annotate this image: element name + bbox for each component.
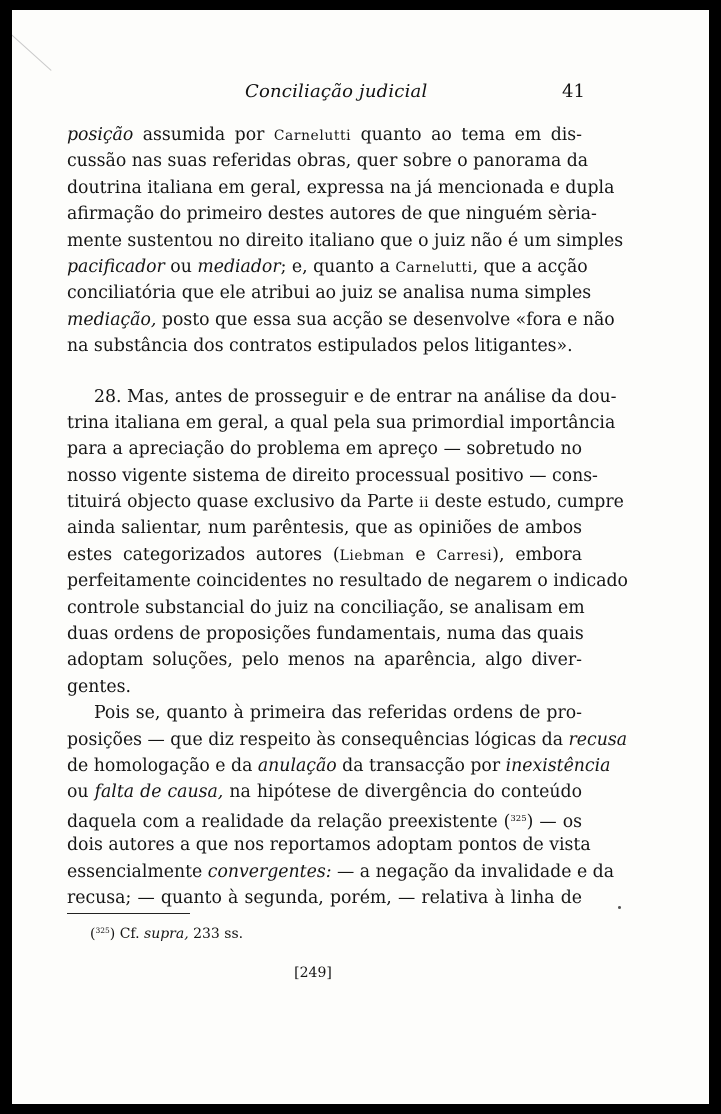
text-line: gentes. xyxy=(67,676,131,697)
text-line: de homologação e da anulação da transacção por inexistência xyxy=(67,755,611,776)
text-line: pacificador ou mediador; e, quanto a Carnelutti, que a acção xyxy=(67,256,588,277)
running-title: Conciliação judicial xyxy=(245,81,428,102)
scan-artifact-line xyxy=(12,30,52,71)
text-line: adoptam soluções, pelo menos na aparência, algo diver- xyxy=(67,650,582,671)
text-line: doutrina italiana em geral, expressa na já mencionada e dupla xyxy=(67,177,615,198)
text-line: nosso vigente sistema de direito processual positivo — cons- xyxy=(67,465,598,486)
footnote-reference[interactable]: 325 xyxy=(510,813,527,824)
text-line: controle substancial do juiz na conciliação, se analisam em xyxy=(67,597,585,618)
text-line: duas ordens de proposições fundamentais, numa das quais xyxy=(67,624,584,645)
running-header xyxy=(12,81,709,109)
text-line: estes categorizados autores (Liebman e Carresi), embora xyxy=(67,544,582,565)
paragraph-gap xyxy=(67,360,582,384)
text-line: ainda salientar, num parêntesis, que as opiniões de ambos xyxy=(67,518,582,539)
book-page xyxy=(12,10,709,1104)
footnote: ($^{325}$) Cf. supra, 233 ss. xyxy=(90,926,244,942)
text-line: essencialmente convergentes: — a negação da invalidade e da xyxy=(67,861,615,882)
text-line: trina italiana em geral, a qual pela sua primordial importância xyxy=(67,412,616,433)
text-line: conciliatória que ele atribui ao juiz se analisa numa simples xyxy=(67,283,592,304)
footnote-marker: 325 xyxy=(95,926,110,935)
text-line: afirmação do primeiro destes autores de que ninguém sèria- xyxy=(67,204,597,225)
text-line: mediação, posto que essa sua acção se desenvolve «fora e não xyxy=(67,309,615,330)
text-line: posição assumida por Carnelutti quanto ao tema em dis- xyxy=(67,125,583,145)
text-line: na substância dos contratos estipulados pelos litigantes». xyxy=(67,336,573,357)
text-line: dois autores a que nos reportamos adoptam pontos de vista xyxy=(67,835,591,856)
text-line: cussão nas suas referidas obras, quer sobre o panorama da xyxy=(67,151,589,172)
text-line: Pois se, quanto à primeira das referidas ordens de pro- xyxy=(94,703,582,724)
text-line: 28. Mas, antes de prosseguir e de entrar na análise da dou- xyxy=(94,386,617,407)
text-line: posições — que diz respeito às consequências lógicas da recusa xyxy=(67,729,628,750)
text-line: mente sustentou no direito italiano que o juiz não é um simples xyxy=(67,230,624,251)
text-line: daquela com a realidade da relação preexistente ($^{325}$) — os xyxy=(67,811,582,832)
page-number: 41 xyxy=(562,81,585,102)
text-line: para a apreciação do problema em apreço — sobretudo no xyxy=(67,439,582,460)
scan-speck xyxy=(618,906,621,909)
text-line: tituirá objecto quase exclusivo da Parte ii deste estudo, cumpre xyxy=(67,492,624,513)
text-line: ou falta de causa, na hipótese de divergência do conteúdo xyxy=(67,782,582,803)
text-line: recusa; — quanto à segunda, porém, — relativa à linha de xyxy=(67,887,582,908)
text-line: perfeitamente coincidentes no resultado de negarem o indicado xyxy=(67,571,628,592)
body-text xyxy=(67,122,628,911)
footnote-rule xyxy=(67,913,190,914)
folio-number: [249] xyxy=(294,965,332,981)
